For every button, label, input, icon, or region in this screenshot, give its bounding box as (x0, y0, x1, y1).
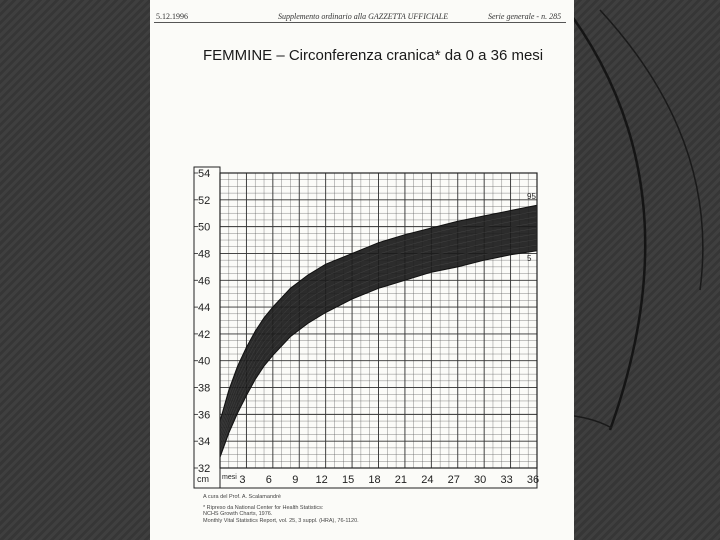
footnotes (203, 494, 533, 524)
x-tick-label: 24 (421, 474, 434, 486)
footnote-source-line3: Monthly Vital Statistics Report, vol. 25, 3 suppl. (HRA), 76-1120. (203, 517, 359, 524)
x-tick-label: 18 (368, 474, 381, 486)
x-tick-labels (222, 474, 539, 486)
header-series: Serie generale - n. 285 (488, 12, 562, 21)
footnote-curator: A cura del Prof. A. Scalamandrè (203, 494, 281, 500)
x-tick-label: 6 (265, 474, 272, 486)
x-tick-label: 33 (500, 474, 513, 486)
y-tick-label: 44 (198, 302, 211, 315)
y-tick-label: 32 (198, 463, 211, 475)
growth-chart (150, 0, 574, 540)
y-tick-label: 38 (198, 382, 211, 395)
chart-title: FEMMINE – Circonferenza cranica* da 0 a 36 mesi (203, 47, 544, 64)
y-tick-label: 46 (198, 275, 211, 288)
x-tick-label: 27 (447, 474, 460, 486)
x-tick-label: 15 (341, 474, 355, 486)
y-tick-label: 52 (198, 194, 211, 207)
x-tick-label: 21 (394, 474, 408, 486)
x-axis-label: mesi (222, 474, 237, 481)
x-tick-label: 9 (292, 474, 299, 486)
scanned-page (150, 0, 574, 540)
x-tick-label: 12 (315, 474, 328, 486)
x-tick-label: 36 (526, 474, 540, 486)
y-tick-label: 54 (198, 168, 211, 180)
footnote-source-line2: NCHS Growth Charts, 1976. (203, 511, 273, 517)
y-tick-label: 48 (198, 248, 211, 261)
y-axis-label: cm (197, 474, 209, 484)
y-tick-label: 40 (198, 355, 211, 368)
y-tick-label: 42 (198, 328, 211, 341)
y-tick-labels (194, 168, 210, 484)
header-publication: Supplemento ordinario alla GAZZETTA UFFICIALE (278, 12, 449, 21)
x-tick-label: 30 (474, 474, 487, 486)
y-tick-label: 50 (198, 221, 211, 234)
y-tick-label: 34 (198, 436, 211, 449)
series-label-95: 95 (527, 192, 536, 202)
y-tick-label: 36 (198, 409, 211, 422)
x-tick-label: 3 (239, 474, 246, 486)
header-date: 5.12.1996 (156, 12, 188, 21)
footnote-source-line1: * Ripreso da National Center for Health Statistics: (203, 504, 324, 511)
series-label-5: 5 (527, 253, 532, 263)
